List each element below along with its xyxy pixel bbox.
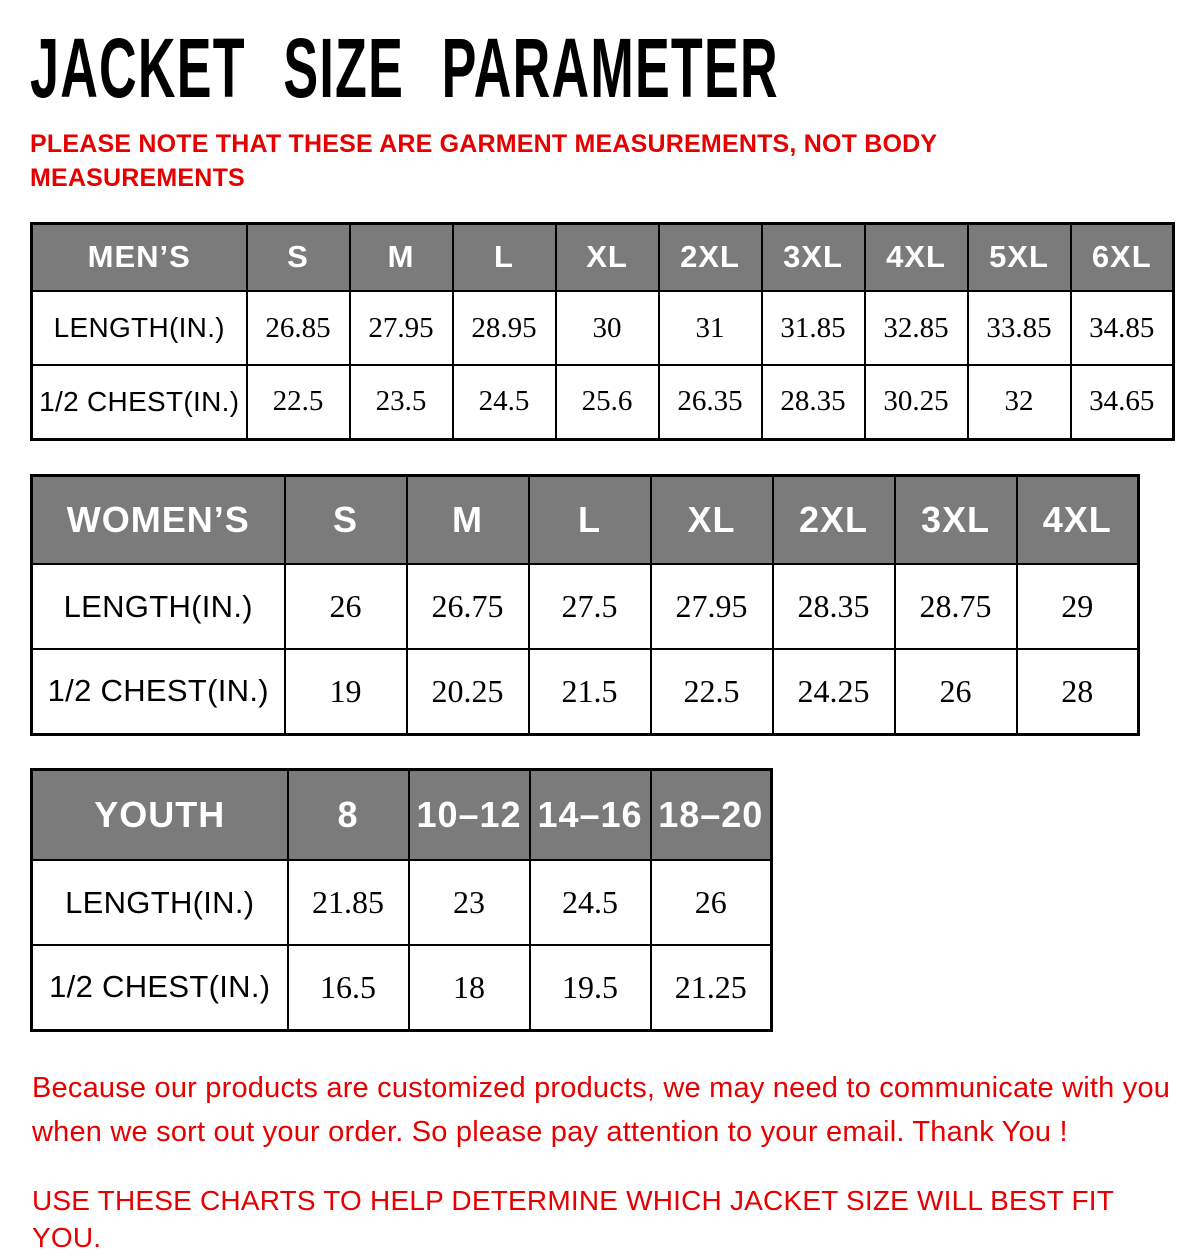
size-column-header: S bbox=[247, 223, 350, 291]
row-label: LENGTH(IN.) bbox=[32, 564, 285, 649]
womens-size-table bbox=[30, 474, 1140, 736]
size-column-header: 5XL bbox=[968, 223, 1071, 291]
size-column-header: 14–16 bbox=[530, 769, 651, 860]
size-column-header: 4XL bbox=[1017, 475, 1139, 564]
mens-length-row bbox=[32, 291, 1174, 365]
measurement-cell: 26 bbox=[895, 649, 1017, 734]
measurement-cell: 26.75 bbox=[407, 564, 529, 649]
row-label: LENGTH(IN.) bbox=[32, 860, 288, 945]
measurement-cell: 27.95 bbox=[651, 564, 773, 649]
measurement-cell: 28.35 bbox=[773, 564, 895, 649]
mens-header-row bbox=[32, 223, 1174, 291]
youth-table-title: YOUTH bbox=[32, 769, 288, 860]
measurement-cell: 28.35 bbox=[762, 365, 865, 439]
measurement-cell: 20.25 bbox=[407, 649, 529, 734]
measurement-cell: 23.5 bbox=[350, 365, 453, 439]
measurement-cell: 25.6 bbox=[556, 365, 659, 439]
womens-chest-row bbox=[32, 649, 1139, 734]
measurement-cell: 33.85 bbox=[968, 291, 1071, 365]
measurement-cell: 23 bbox=[409, 860, 530, 945]
row-label: LENGTH(IN.) bbox=[32, 291, 247, 365]
size-column-header: 3XL bbox=[762, 223, 865, 291]
measurement-cell: 34.85 bbox=[1071, 291, 1174, 365]
measurement-cell: 21.25 bbox=[651, 945, 772, 1030]
customization-notice-line-1: Because our products are customized products, we may need to communicate with you bbox=[32, 1071, 1171, 1104]
measurement-cell: 24.25 bbox=[773, 649, 895, 734]
size-column-header: 2XL bbox=[773, 475, 895, 564]
chart-usage-note: USE THESE CHARTS TO HELP DETERMINE WHICH JACKET SIZE WILL BEST FIT YOU. bbox=[32, 1185, 1114, 1253]
row-label: 1/2 CHEST(IN.) bbox=[32, 365, 247, 439]
mens-size-table bbox=[30, 222, 1175, 441]
mens-chest-row bbox=[32, 365, 1174, 439]
size-column-header: 8 bbox=[288, 769, 409, 860]
size-column-header: M bbox=[350, 223, 453, 291]
measurement-cell: 34.65 bbox=[1071, 365, 1174, 439]
measurement-cell: 32.85 bbox=[865, 291, 968, 365]
measurement-cell: 31 bbox=[659, 291, 762, 365]
womens-table-title: WOMEN’S bbox=[32, 475, 285, 564]
measurement-cell: 24.5 bbox=[530, 860, 651, 945]
womens-header-row bbox=[32, 475, 1139, 564]
row-label: 1/2 CHEST(IN.) bbox=[32, 945, 288, 1030]
measurement-cell: 31.85 bbox=[762, 291, 865, 365]
measurement-cell: 22.5 bbox=[247, 365, 350, 439]
measurement-cell: 32 bbox=[968, 365, 1071, 439]
measurement-cell: 26 bbox=[285, 564, 407, 649]
size-column-header: 6XL bbox=[1071, 223, 1174, 291]
measurement-cell: 30 bbox=[556, 291, 659, 365]
size-column-header: L bbox=[453, 223, 556, 291]
size-column-header: M bbox=[407, 475, 529, 564]
measurement-cell: 18 bbox=[409, 945, 530, 1030]
page-title bbox=[30, 21, 1172, 115]
size-column-header: 2XL bbox=[659, 223, 762, 291]
mens-table-title: MEN’S bbox=[32, 223, 247, 291]
size-column-header: XL bbox=[651, 475, 773, 564]
note-line-2: MEASUREMENTS bbox=[30, 163, 245, 192]
row-label: 1/2 CHEST(IN.) bbox=[32, 649, 285, 734]
size-column-header: S bbox=[285, 475, 407, 564]
size-column-header: XL bbox=[556, 223, 659, 291]
womens-length-row bbox=[32, 564, 1139, 649]
size-column-header: 10–12 bbox=[409, 769, 530, 860]
measurement-cell: 26.85 bbox=[247, 291, 350, 365]
youth-size-table bbox=[30, 768, 773, 1032]
measurement-cell: 19.5 bbox=[530, 945, 651, 1030]
measurement-cell: 21.5 bbox=[529, 649, 651, 734]
customization-notice-line-2: when we sort out your order. So please pay attention to your email. Thank You ! bbox=[32, 1116, 1068, 1149]
measurement-cell: 26.35 bbox=[659, 365, 762, 439]
garment-measurement-note bbox=[30, 128, 1172, 196]
size-column-header: 4XL bbox=[865, 223, 968, 291]
customization-notice bbox=[32, 1066, 1172, 1156]
measurement-cell: 22.5 bbox=[651, 649, 773, 734]
measurement-cell: 26 bbox=[651, 860, 772, 945]
page-title-text: JACKET SIZE PARAMETER bbox=[30, 21, 779, 115]
measurement-cell: 28.95 bbox=[453, 291, 556, 365]
size-column-header: 3XL bbox=[895, 475, 1017, 564]
size-column-header: 18–20 bbox=[651, 769, 772, 860]
measurement-cell: 27.5 bbox=[529, 564, 651, 649]
measurement-cell: 24.5 bbox=[453, 365, 556, 439]
youth-length-row bbox=[32, 860, 772, 945]
measurement-cell: 19 bbox=[285, 649, 407, 734]
measurement-cell: 30.25 bbox=[865, 365, 968, 439]
measurement-cell: 29 bbox=[1017, 564, 1139, 649]
youth-chest-row bbox=[32, 945, 772, 1030]
note-line-1: PLEASE NOTE THAT THESE ARE GARMENT MEASUREMENTS, NOT BODY bbox=[30, 130, 938, 158]
measurement-cell: 16.5 bbox=[288, 945, 409, 1030]
measurement-cell: 28 bbox=[1017, 649, 1139, 734]
measurement-cell: 28.75 bbox=[895, 564, 1017, 649]
measurement-cell: 27.95 bbox=[350, 291, 453, 365]
youth-header-row bbox=[32, 769, 772, 860]
size-column-header: L bbox=[529, 475, 651, 564]
measurement-cell: 21.85 bbox=[288, 860, 409, 945]
